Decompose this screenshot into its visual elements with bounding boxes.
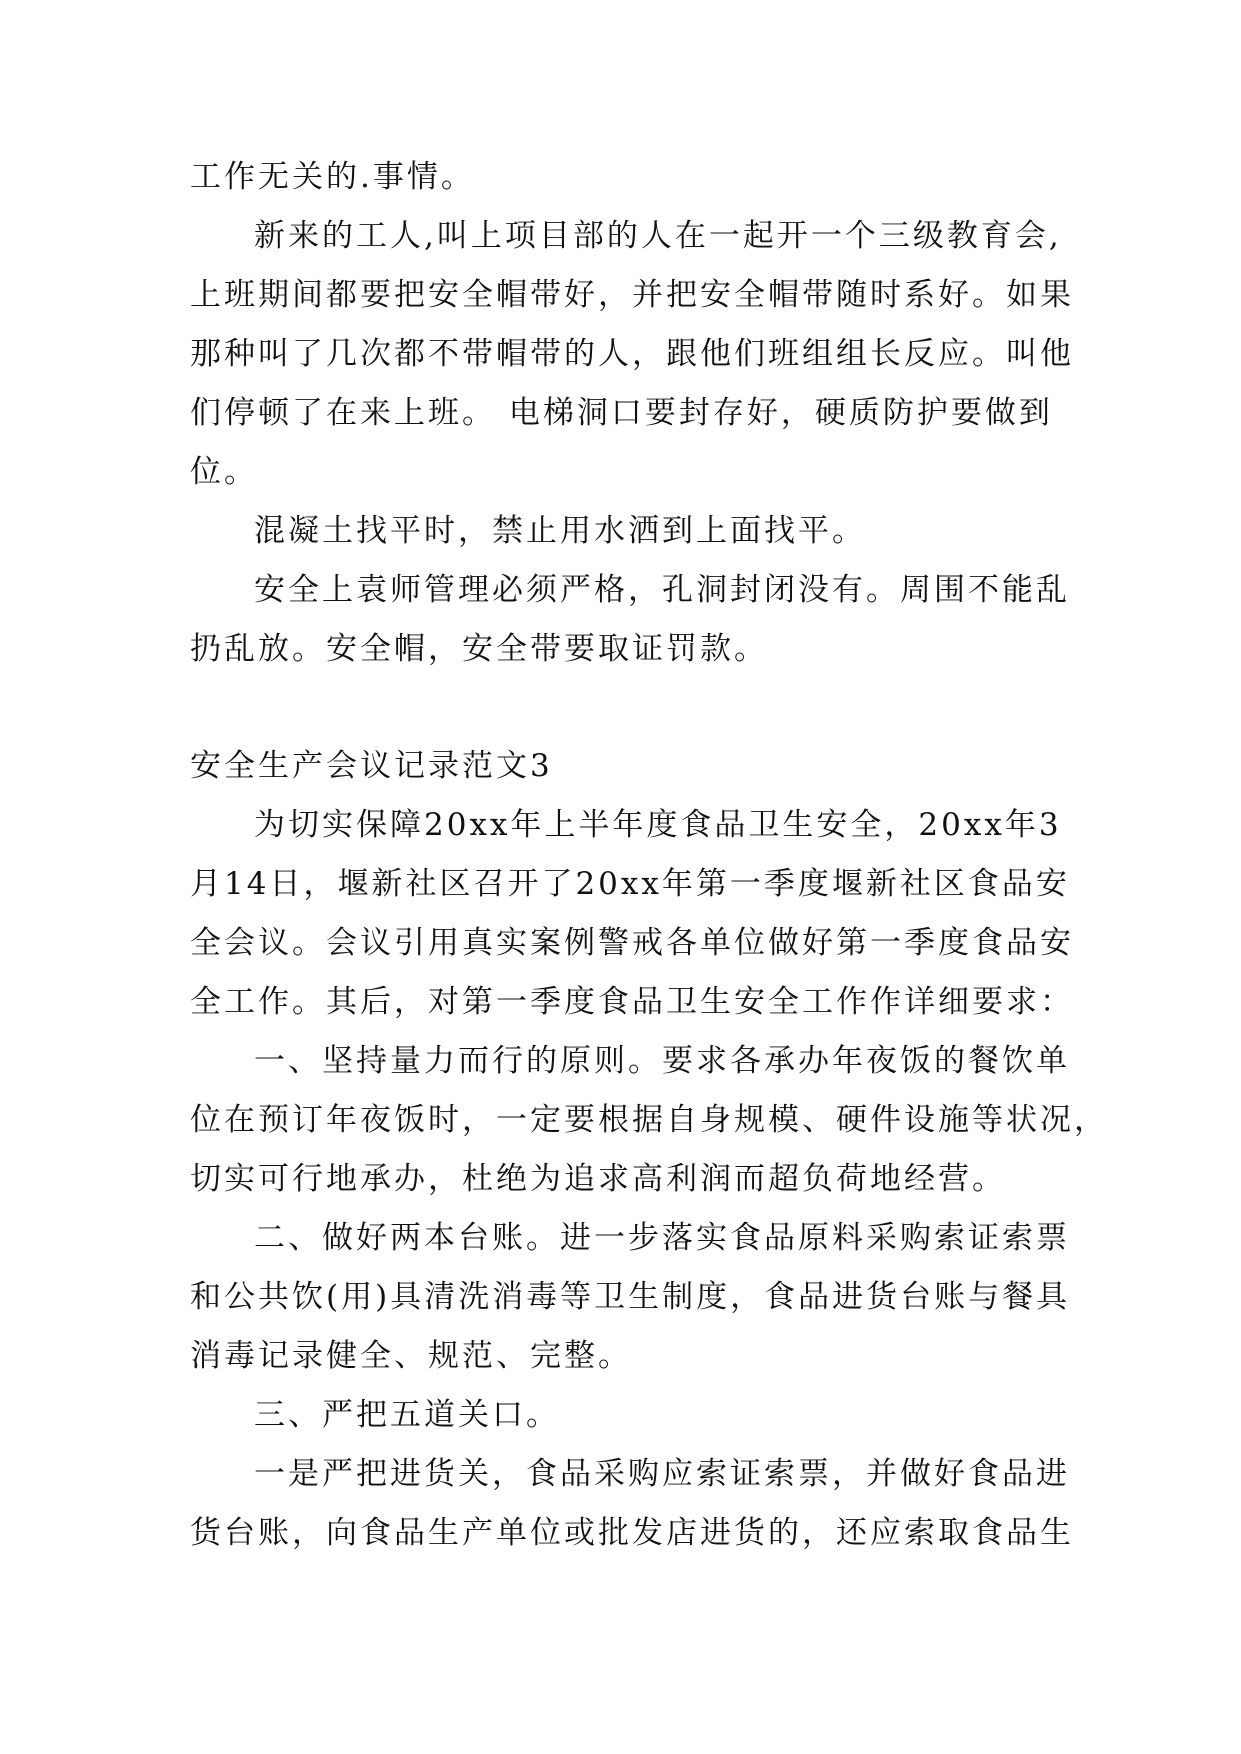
paragraph-line: 货台账，向食品生产单位或批发店进货的，还应索取食品生 — [190, 1515, 1074, 1551]
paragraph-line: 扔乱放。安全帽，安全带要取证罚款。 — [190, 631, 768, 667]
paragraph-line: 安全上袁师管理必须严格，孔洞封闭没有。周围不能乱 — [254, 572, 1070, 608]
paragraph-line: 和公共饮(用)具清洗消毒等卫生制度，食品进货台账与餐具 — [190, 1279, 1071, 1315]
section-title: 安全生产会议记录范文3 — [190, 748, 553, 784]
paragraph-line: 位在预订年夜饭时，一定要根据自身规模、硬件设施等状况， — [190, 1102, 1108, 1138]
paragraph-line: 切实可行地承办，杜绝为追求高利润而超负荷地经营。 — [190, 1161, 1006, 1197]
paragraph-line: 二、做好两本台账。进一步落实食品原料采购索证索票 — [254, 1220, 1070, 1256]
paragraph-line: 一是严把进货关，食品采购应索证索票，并做好食品进 — [254, 1456, 1070, 1492]
paragraph-line: 为切实保障20xx年上半年度食品卫生安全，20xx年3 — [254, 807, 1062, 843]
paragraph-line: 位。 — [190, 454, 258, 490]
paragraph-line: 一、坚持量力而行的原则。要求各承办年夜饭的餐饮单 — [254, 1043, 1070, 1079]
paragraph-line: 那种叫了几次都不带帽带的人，跟他们班组组长反应。叫他 — [190, 336, 1074, 372]
paragraph-line: 们停顿了在来上班。 电梯洞口要封存好，硬质防护要做到 — [190, 395, 1053, 431]
paragraph-line: 混凝土找平时，禁止用水洒到上面找平。 — [254, 513, 866, 549]
paragraph-line: 消毒记录健全、规范、完整。 — [190, 1338, 632, 1374]
paragraph-line: 新来的工人,叫上项目部的人在一起开一个三级教育会, — [254, 218, 1062, 254]
paragraph-line: 月14日，堰新社区召开了20xx年第一季度堰新社区食品安 — [190, 866, 1070, 902]
document-body — [190, 148, 1108, 1563]
paragraph-line: 全会议。会议引用真实案例警戒各单位做好第一季度食品安 — [190, 925, 1074, 961]
paragraph-line: 工作无关的.事情。 — [190, 159, 475, 195]
paragraph-line: 全工作。其后，对第一季度食品卫生安全工作作详细要求： — [190, 984, 1074, 1020]
paragraph-line: 三、严把五道关口。 — [254, 1397, 560, 1433]
paragraph-line: 上班期间都要把安全帽带好，并把安全帽带随时系好。如果 — [190, 277, 1074, 313]
